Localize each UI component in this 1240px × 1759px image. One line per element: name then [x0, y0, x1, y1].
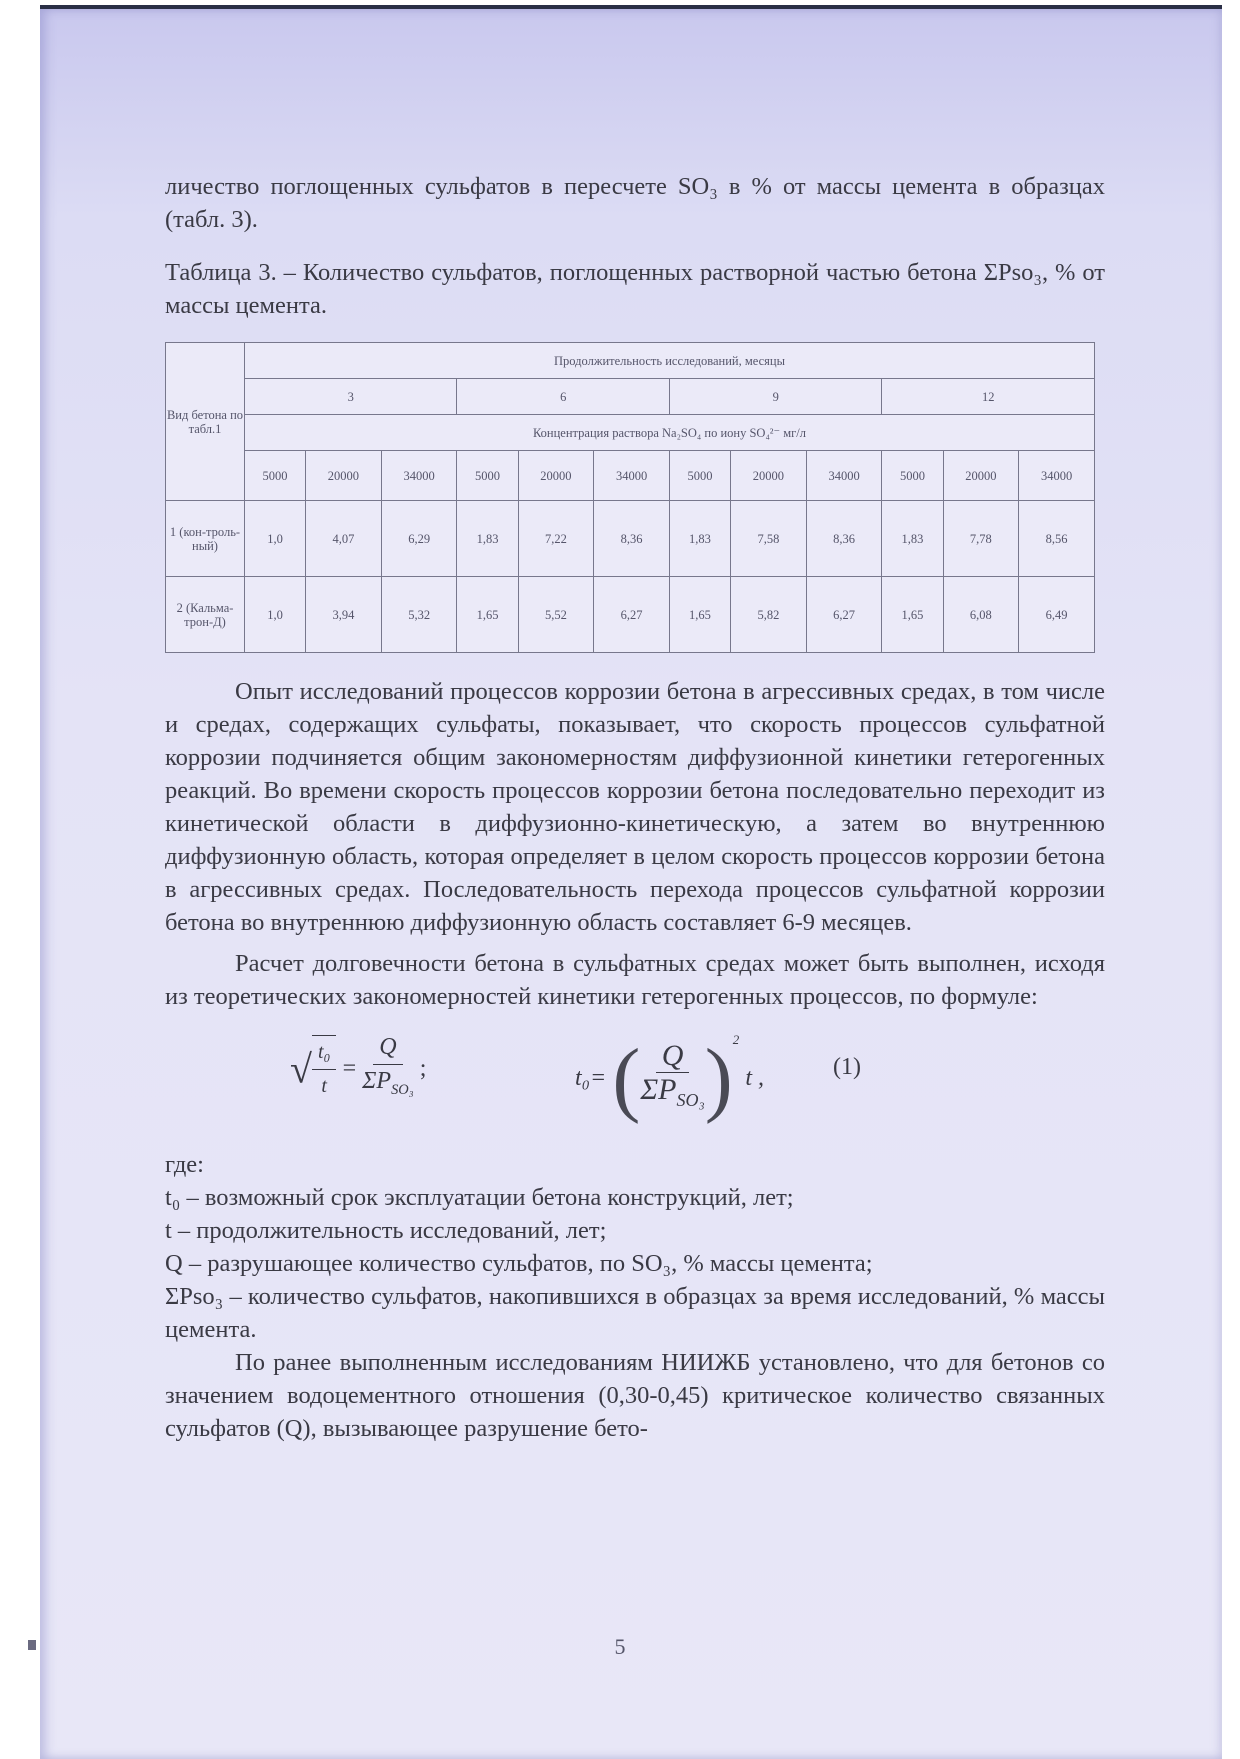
concentration-cell: 5000	[882, 451, 943, 501]
concentration-cell: 5000	[245, 451, 306, 501]
concentration-cell: 34000	[1019, 451, 1095, 501]
table-value-cell: 8,36	[594, 501, 670, 577]
row-label: 2 (Кальма-трон-Д)	[166, 577, 245, 653]
sulfate-table	[165, 342, 1095, 653]
intro-paragraph: личество поглощенных сульфатов в пересчете SO₃ в % от массы цемента в образцах (табл. 3).	[165, 173, 1105, 233]
table-value-cell: 6,08	[943, 577, 1019, 653]
concentration-header: Концентрация раствора Na₂SO₄ по иону SO₄²⁻ мг/л	[245, 415, 1095, 451]
table-value-cell: 1,0	[245, 577, 306, 653]
duration-cell: 3	[245, 379, 457, 415]
concentration-cell: 34000	[594, 451, 670, 501]
table-value-cell: 8,36	[806, 501, 882, 577]
concentration-cell: 20000	[943, 451, 1019, 501]
f2-numerator: Q	[656, 1039, 690, 1073]
definition-t0: t₀ – возможный срок эксплуатации бетона конструкций, лет;	[165, 1184, 794, 1211]
duration-cell: 9	[669, 379, 881, 415]
f2-subscript: SO₃	[676, 1090, 705, 1111]
f2-exponent: 2	[732, 1032, 740, 1047]
table-caption: Таблица 3. – Количество сульфатов, поглощенных растворной частью бетона ΣPso₃, % от массы цемента.	[165, 259, 1105, 319]
paragraph-calculation: Расчет долговечности бетона в сульфатных средах может быть выполнен, исходя из теоретических закономерностей кинетики гетерогенных процессов, по формуле:	[165, 950, 1105, 1010]
table-value-cell: 1,65	[882, 577, 943, 653]
table-value-cell: 8,56	[1019, 501, 1095, 577]
table-value-cell: 1,83	[457, 501, 518, 577]
concentration-cell: 34000	[381, 451, 457, 501]
duration-cell: 6	[457, 379, 669, 415]
root-denominator: t	[321, 1074, 327, 1097]
formula-root-form: √ $\frac{\text{t₀}}{t}$ = $\frac{Q}{\Sigma P_{SO_3}}$ ;	[290, 1031, 426, 1107]
concentration-cell: 20000	[306, 451, 382, 501]
page-content	[165, 170, 1105, 1445]
f1-denominator: ΣP	[362, 1068, 392, 1094]
concentration-cell: 34000	[806, 451, 882, 501]
duration-header: Продолжительность исследований, месяцы	[245, 343, 1095, 379]
paragraph-corrosion: Опыт исследований процессов коррозии бетона в агрессивных средах, в том числе и средах, содержащих сульфаты, показывает, что скорость процессов сульфатной коррозии подчиняется общим закономерностям диффузионной кинетики гетерогенных реакций. Во времени скорость процессов коррозии бетона последовательно переходит из кинетической области в диффузионно-кинетическую, а затем во внутреннюю диффузионную область, которая определяет в целом скорость процессов коррозии бетона в агрессивных средах. Последовательность перехода процессов сульфатной коррозии бетона во внутреннюю диффузионную область составляет 6-9 месяцев.	[165, 678, 1105, 936]
formula-explicit-form: t₀= ( $\frac{Q}{\Sigma P_{SO_3}}$ )$^2$ t ,	[575, 1031, 765, 1125]
row-label: 1 (кон-троль-ный)	[166, 501, 245, 577]
table-value-cell: 6,49	[1019, 577, 1095, 653]
table-value-cell: 5,82	[731, 577, 807, 653]
table-value-cell: 7,22	[518, 501, 594, 577]
root-numerator: t₀	[312, 1036, 337, 1070]
table-value-cell: 1,83	[669, 501, 730, 577]
duration-cell: 12	[882, 379, 1095, 415]
table-value-cell: 6,29	[381, 501, 457, 577]
equation-number: (1)	[833, 1054, 861, 1080]
table-value-cell: 7,58	[731, 501, 807, 577]
concentration-cell: 5000	[457, 451, 518, 501]
concentration-cell: 20000	[731, 451, 807, 501]
table-value-cell: 1,83	[882, 501, 943, 577]
f2-denominator: ΣP	[640, 1073, 677, 1107]
concentration-cell: 20000	[518, 451, 594, 501]
f1-semicolon: ;	[419, 1055, 427, 1082]
table-value-cell: 5,32	[381, 577, 457, 653]
table-value-cell: 7,78	[943, 501, 1019, 577]
table-value-cell: 1,65	[457, 577, 518, 653]
table-value-cell: 6,27	[594, 577, 670, 653]
formula-1	[165, 1023, 1105, 1148]
definition-q: Q – разрушающее количество сульфатов, по SO₃, % массы цемента;	[165, 1250, 873, 1277]
table-value-cell: 6,27	[806, 577, 882, 653]
table-value-cell: 4,07	[306, 501, 382, 577]
page-number: 5	[614, 1634, 626, 1659]
table-value-cell: 3,94	[306, 577, 382, 653]
f2-t: t ,	[745, 1064, 765, 1091]
f2-lhs: t₀=	[575, 1064, 607, 1091]
table-value-cell: 1,0	[245, 501, 306, 577]
concentration-cell: 5000	[669, 451, 730, 501]
table-value-cell: 1,65	[669, 577, 730, 653]
definition-sum-pso3: ΣPso₃ – количество сульфатов, накопившихся в образцах за время исследований, % массы цемента.	[165, 1283, 1105, 1343]
f1-numerator: Q	[373, 1031, 402, 1065]
row-header-label: Вид бетона по табл.1	[166, 343, 245, 501]
where-label: где:	[165, 1151, 204, 1178]
paragraph-niizhb: По ранее выполненным исследованиям НИИЖБ установлено, что для бетонов со значением водоцементного отношения (0,30-0,45) критическое количество связанных сульфатов (Q), вызывающее разрушение бето-	[165, 1349, 1105, 1442]
f1-subscript: SO₃	[391, 1081, 414, 1098]
table-value-cell: 5,52	[518, 577, 594, 653]
definitions	[165, 1148, 1105, 1346]
definition-t: t – продолжительность исследований, лет;	[165, 1217, 607, 1244]
